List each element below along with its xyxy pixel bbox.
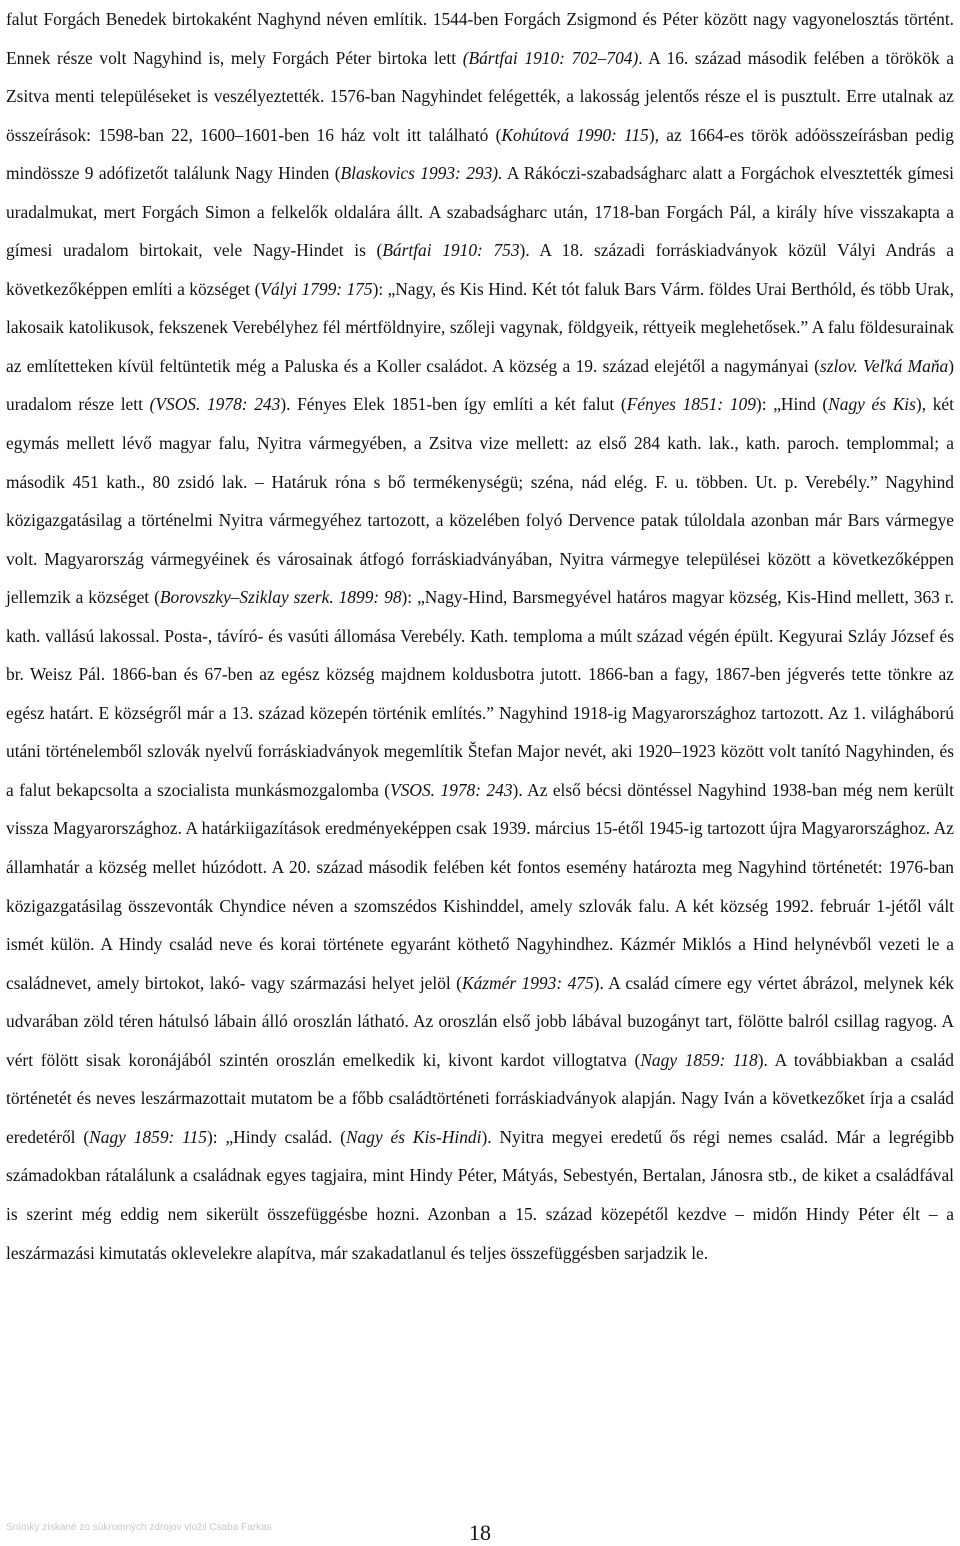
text-segment: falut Forgách Benedek birtokaként Naghynd néven említik. 1544-ben Forgách Zsigmond és Péter között nagy vagyonelosztás történt. Ennek része volt Nagyhind is, mely Forgách Péter birtoka lett: [6, 9, 954, 68]
text-segment: ): „Hind (: [755, 394, 829, 415]
citation-segment: Vályi 1799: 175: [260, 278, 373, 299]
citation-segment: Kohútová 1990: 115: [501, 124, 649, 145]
text-segment: ), két egymás mellett lévő magyar falu, Nyitra vármegyében, a Zsitva vize mellett: az első 284 kath. lak., kath. paroch. templommal; a második 451 kath., 80 zsidó lak. – Határuk róna s bő termékenységü; széna, nád elég. F. u. többen. Ut. p. Verebély.” Nagyhind közigazgatásilag a történelmi Nyitra vármegyéhez tartozott, a közelében folyó Dervence patak túloldala azonban már Bars vármegye volt. Magyarország vármegyéinek és városainak átfogó forráskiadványában, Nyitra vármegye települései között a következőképpen jellemzik a községet (: [6, 394, 954, 608]
citation-segment: Blaskovics 1993: 293).: [340, 163, 503, 184]
text-segment: ). Nyitra megyei eredetű ős régi nemes család. Már a legrégibb számadokban rátalálunk a családnak egyes tagjaira, mint Hindy Péter, Mátyás, Sebestyén, Bertalan, Jánosra stb., de kiket a családfával is szerint még eddig nem sikerült összefüggésbe hozni. Azonban a 15. század közepétől kezdve – midőn Hindy Péter élt – a leszármazási kimutatás oklevelekre alapítva, már szakadatlanul és teljes összefüggésben sarjadzik le.: [6, 1126, 955, 1263]
citation-segment: Nagy és Kis-Hindi: [345, 1126, 482, 1147]
text-segment: ). A család címere egy vértet ábrázol, melynek kék udvarában zöld téren hátulsó lábain álló oroszlán látható. Az oroszlán első jobb lábával buzogányt tart, fölötte balról csillag ragyog. A vért fölött sisak koronájából szintén oroszlán emelkedik ki, kivont kardot villogtatva (: [6, 972, 954, 1070]
citation-segment: Fényes 1851: 109: [626, 394, 756, 415]
citation-segment: Bártfai 1910: 753: [382, 240, 520, 261]
citation-segment: Nagy és Kis: [828, 394, 916, 415]
page-number: 18: [469, 1520, 491, 1545]
footer-credit: Snímky získané zo súkromných zdrojov vložil Csaba Farkas: [6, 1522, 272, 1533]
citation-segment: szlov. Veľká Maňa: [819, 355, 949, 376]
citation-segment: (VSOS. 1978: 243: [149, 394, 281, 415]
text-segment: ): „Hindy család. (: [206, 1126, 346, 1147]
text-segment: ): „Nagy-Hind, Barsmegyével határos magyar község, Kis-Hind mellett, 363 r. kath. vallású lakossal. Posta-, távíró- és vasúti állomása Verebély. Kath. temploma a múlt század végén épült. Kegyurai Szláy József és br. Weisz Pál. 1866-ban és 67-ben az egész község majdnem koldusbotra jutott. 1866-ban a fagy, 1867-ben jégverés tette tönkre az egész határt. E községről már a 13. század közepén történik említés.” Nagyhind 1918-ig Magyarországhoz tartozott. Az 1. világháború utáni történelemből szlovák nyelvű forráskiadványok megemlítik Štefan Major nevét, aki 1920–1923 között volt tanító Nagyhinden, és a falut bekapcsolta a szocialista munkásmozgalomba (: [6, 587, 954, 800]
citation-segment: Kázmér 1993: 475: [461, 972, 594, 993]
citation-segment: VSOS. 1978: 243: [390, 779, 513, 800]
text-segment: ). Fényes Elek 1851-ben így említi a két falut (: [280, 394, 627, 415]
citation-segment: Borovszky–Sziklay szerk. 1899: 98: [159, 587, 402, 608]
text-segment: ): „Nagy, és Kis Hind. Két tót faluk Bars Várm. földes Urai Berthóld, és több Urak, lakosaik katolikusok, fekszenek Verebélyhez fél mértföldnyire, szőleji vagynak, földgyeik, réttyeik meglehetősek.” A falu földesurainak az említetteken kívül feltüntetik még a Paluska és a Koller családot. A község a 19. század elejétől a nagymányai (: [6, 278, 954, 376]
text-segment: ) uradalom része lett: [6, 355, 955, 415]
text-segment: . A 16. század második felében a törökök a Zsitva menti településeket is veszélyeztették. 1576-ban Nagyhindet felégették, a lakosság jelentős része el is pusztult. Erre utalnak az összeírások: 1598-ban 22, 1600–1601-ben 16 ház volt itt található (: [6, 47, 954, 145]
citation-segment: Nagy 1859: 118: [640, 1049, 758, 1070]
text-segment: ). Az első bécsi döntéssel Nagyhind 1938-ban még nem került vissza Magyarországhoz. A határkiigazítások eredményeképpen csak 1939. március 15-étől 1945-ig tartozott újra Magyarországhoz. Az államhatár a község mellet húzódott. A 20. század második felében két fontos esemény határozta meg Nagyhind történetét: 1976-ban közigazgatásilag összevonták Chyndice néven a szomszédos Kishinddel, amely szlovák falu. A két község 1992. február 1-jétől vált ismét külön. A Hindy család neve és korai története egyaránt köthető Nagyhindhez. Kázmér Miklós a Hind helynévből vezeti le a családnevet, amely birtokot, lakó- vagy származási helyet jelöl (: [6, 779, 954, 993]
text-segment: ), az 1664-es török adóösszeírásban pedig mindössze 9 adófizetőt találunk Nagy Hinden (: [6, 124, 954, 184]
page-body-text: [6, 0, 954, 1272]
text-segment: A Rákóczi-szabadságharc alatt a Forgáchok elvesztették gímesi uradalmukat, mert Forgách Simon a felkelők oldalára állt. A szabadságharc után, 1718-ban Forgách Pál, a király híve visszakapta a gímesi uradalom birtokait, vele Nagy-Hindet is (: [6, 163, 954, 261]
citation-segment: Nagy 1859: 115: [89, 1126, 207, 1147]
text-segment: ). A 18. századi forráskiadványok közül Vályi András a következőképpen említi a községet (: [6, 240, 954, 299]
citation-segment: (Bártfai 1910: 702–704): [462, 47, 639, 68]
text-segment: ). A továbbiakban a család történetét és neves leszármazottait mutatom be a főbb családtörténeti forráskiadványok alapján. Nagy Iván a következőket írja a család eredetéről (: [6, 1049, 955, 1147]
